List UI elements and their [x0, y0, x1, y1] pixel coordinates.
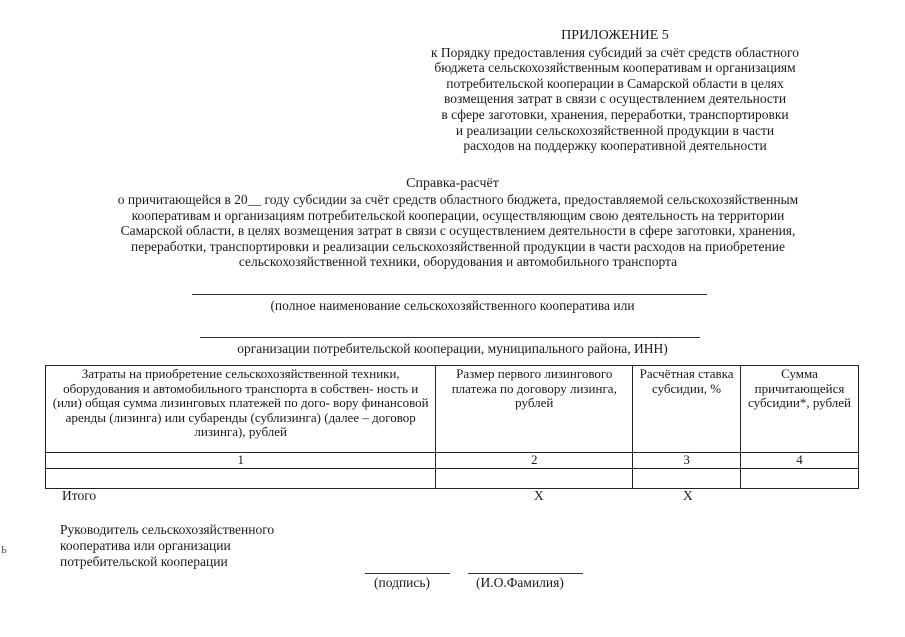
organization-name-line[interactable] — [192, 294, 707, 295]
header-rate: Расчётная ставка субсидии, % — [633, 366, 741, 453]
description-line: Самарской области, в целях возмещения затрат в связи с осуществлением деятельности в сфере заготовки, хранения, — [120, 223, 796, 239]
appendix-line: к Порядку предоставления субсидий за счёт средств областного — [430, 44, 800, 60]
table-number-row — [46, 453, 859, 469]
description-line: кооперативам и организациям потребительской кооперации, осуществляющим свою деятельность на территории — [131, 207, 785, 223]
name-caption: (И.О.Фамилия) — [476, 575, 564, 590]
subsidy-table — [45, 365, 859, 489]
appendix-heading: ПРИЛОЖЕНИЕ 5 — [561, 28, 669, 43]
description-line: о причитающейся в 20__ году субсидии за счёт средств областного бюджета, предоставляемой сельскохозяйственным — [117, 192, 799, 207]
signer-line: кооператива или организации — [60, 538, 231, 553]
description-line: сельскохозяйственной техники, оборудования и автомобильного транспорта — [238, 254, 678, 270]
signer-line: потребительской кооперации — [60, 554, 228, 569]
document-description — [58, 192, 858, 270]
table-cell[interactable] — [436, 469, 633, 489]
table-cell[interactable] — [633, 469, 741, 489]
signer-block — [60, 522, 340, 570]
header-subsidy-amount: Сумма причитающейся субсидии*, рублей — [741, 366, 859, 453]
signature-caption: (подпись) — [374, 575, 431, 590]
total-col2-mark: Х — [534, 488, 544, 503]
organization-details-line[interactable] — [200, 337, 700, 338]
column-number: 3 — [633, 453, 741, 469]
organization-details-caption: организации потребительской кооперации, муниципального района, ИНН) — [237, 341, 668, 356]
appendix-block — [395, 28, 835, 154]
header-costs: Затраты на приобретение сельскохозяйственной техники, оборудования и автомобильного транспорта в собствен- ность и (или) общая сумма лизинговых платежей по дого- вору финансовой аренды (лизинга) или субаренды (сублизинга) (далее – договор лизинга), рублей — [46, 366, 436, 453]
column-number: 1 — [46, 453, 436, 469]
name-line[interactable] — [468, 573, 583, 574]
table-header-row — [46, 366, 859, 453]
appendix-line: и реализации сельскохозяйственной продукции в части — [455, 122, 775, 138]
total-label: Итого — [62, 488, 97, 503]
total-col3-mark: Х — [683, 488, 693, 503]
scan-edge-mark: Ь — [1, 545, 7, 556]
table-cell[interactable] — [46, 469, 436, 489]
document-title: Справка-расчёт — [406, 176, 499, 191]
signer-line: Руководитель сельскохозяйственного — [60, 522, 275, 537]
column-number: 4 — [741, 453, 859, 469]
signature-line[interactable] — [365, 573, 450, 574]
header-first-payment: Размер первого лизингового платежа по договору лизинга, рублей — [436, 366, 633, 453]
table-cell[interactable] — [741, 469, 859, 489]
appendix-line: бюджета сельскохозяйственным кооперативам и организациям — [434, 60, 796, 76]
column-number: 2 — [436, 453, 633, 469]
appendix-line: расходов на поддержку кооперативной деятельности — [463, 138, 767, 154]
table-row — [46, 469, 859, 489]
appendix-line: в сфере заготовки, хранения, переработки, транспортировки — [441, 106, 789, 122]
appendix-line: возмещения затрат в связи с осуществлением деятельности — [443, 91, 787, 107]
description-line: переработки, транспортировки и реализации сельскохозяйственной продукции в части расходов на приобретение — [131, 238, 785, 254]
organization-name-caption: (полное наименование сельскохозяйственного кооператива или — [270, 298, 635, 313]
appendix-line: потребительской кооперации в Самарской области в целях — [446, 75, 784, 91]
